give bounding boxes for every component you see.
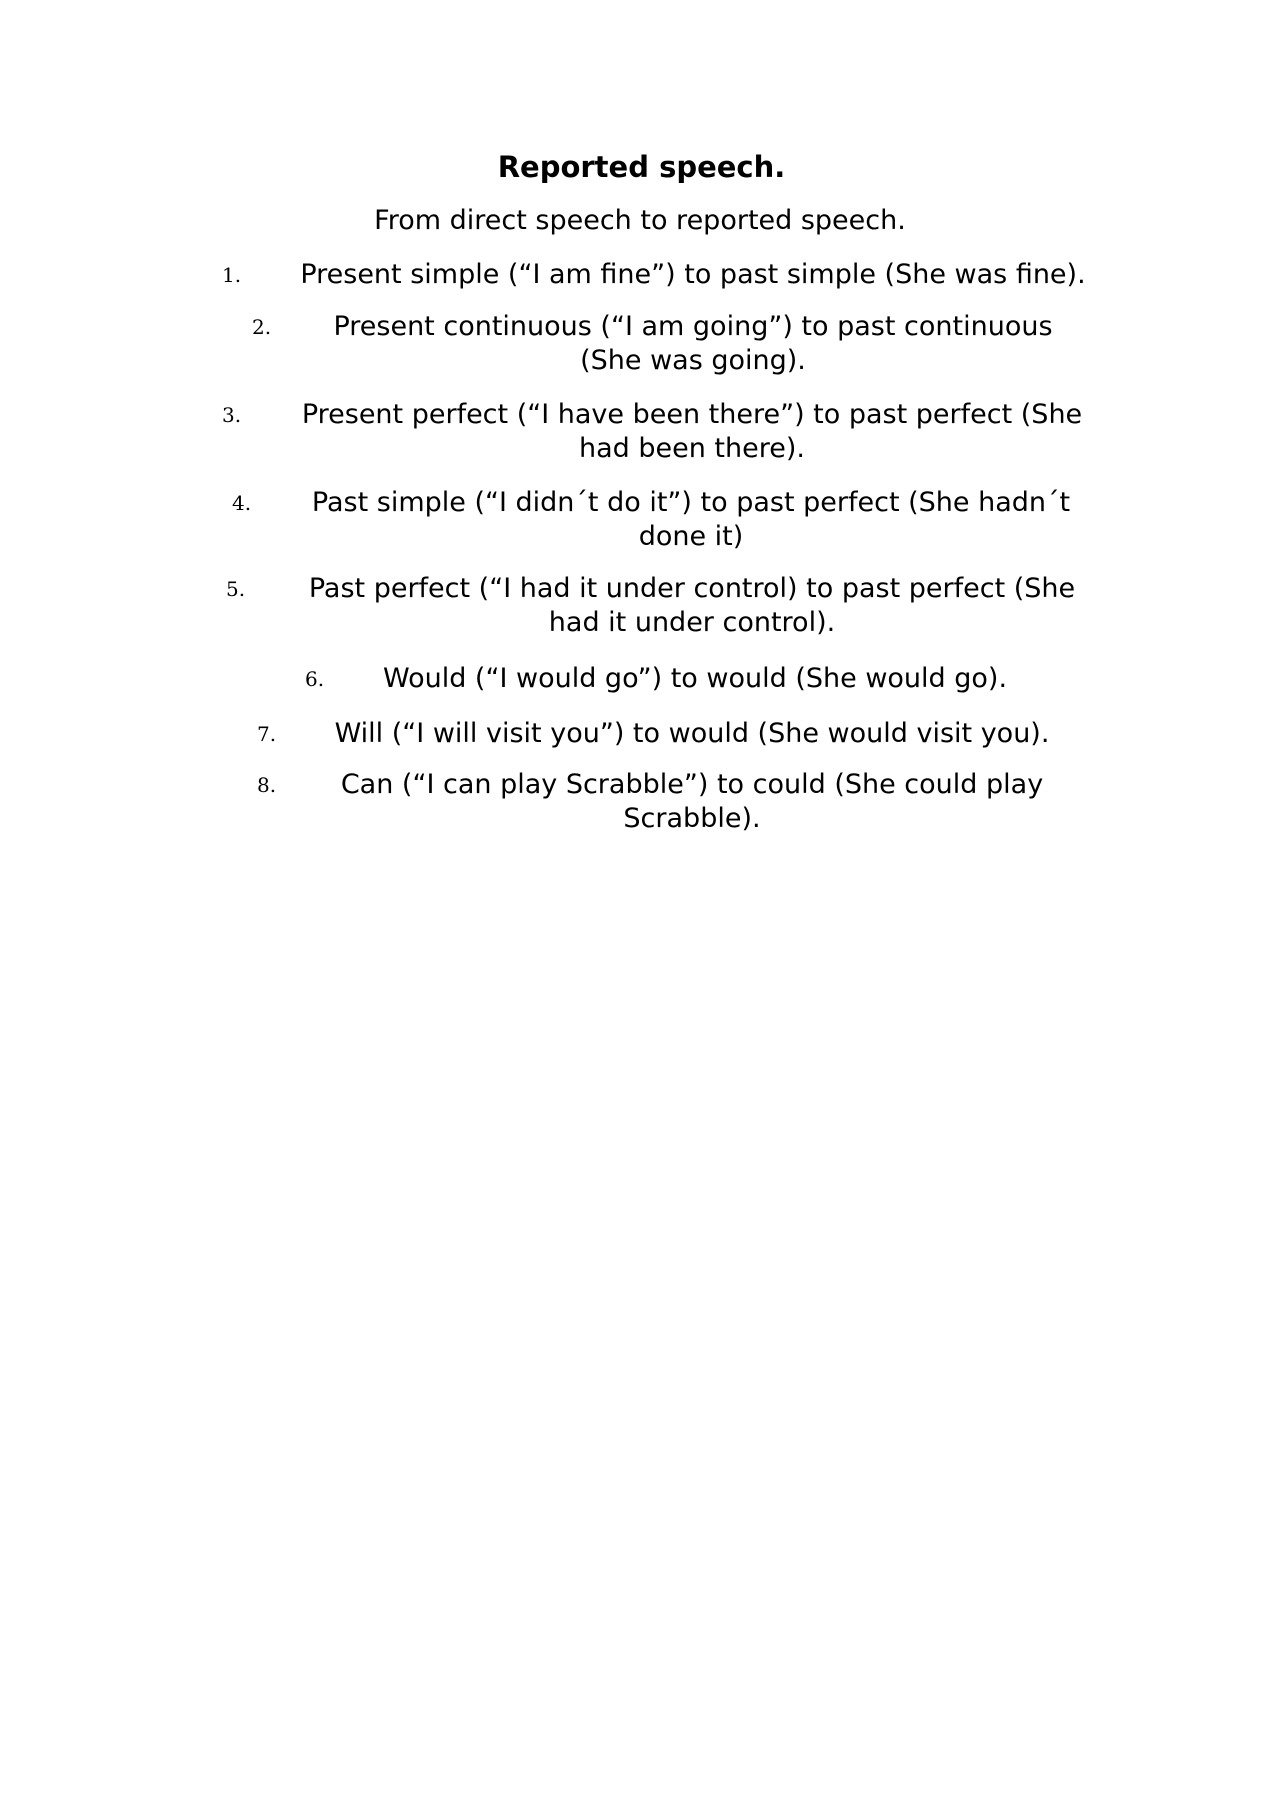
list-item-number: 3. (222, 403, 242, 427)
list-item-text: Present simple (“I am fine”) to past simple (She was fine). (300, 259, 1086, 290)
list-item (222, 258, 1102, 292)
list-item (232, 486, 1090, 554)
list-item-number: 5. (226, 577, 246, 601)
list-item-number: 1. (222, 263, 242, 287)
list-item-text: Past perfect (“I had it under control) to past perfect (She had it under control). (308, 573, 1076, 638)
list-item (222, 398, 1102, 466)
list-item (257, 768, 1067, 836)
page-subtitle: From direct speech to reported speech. (374, 205, 906, 236)
list-item-text: Will (“I will visit you”) to would (She would visit you). (334, 718, 1050, 749)
list-item (305, 662, 1025, 696)
list-item-number: 8. (257, 773, 277, 797)
list-item (252, 310, 1072, 378)
list-item-number: 6. (305, 667, 325, 691)
list-item-number: 7. (257, 722, 277, 746)
list-item (257, 717, 1067, 751)
list-item-text: Past simple (“I didn´t do it”) to past perfect (She hadn´t done it) (311, 487, 1071, 552)
list-item-number: 2. (252, 315, 272, 339)
list-item-text: Present perfect (“I have been there”) to past perfect (She had been there). (301, 399, 1083, 464)
list-item-text: Present continuous (“I am going”) to past continuous (She was going). (333, 311, 1053, 376)
list-item-text: Can (“I can play Scrabble”) to could (She could play Scrabble). (340, 769, 1044, 834)
page-title: Reported speech. (497, 150, 786, 184)
list-item (226, 572, 1098, 640)
list-item-text: Would (“I would go”) to would (She would go). (382, 663, 1008, 694)
list-item-number: 4. (232, 491, 252, 515)
